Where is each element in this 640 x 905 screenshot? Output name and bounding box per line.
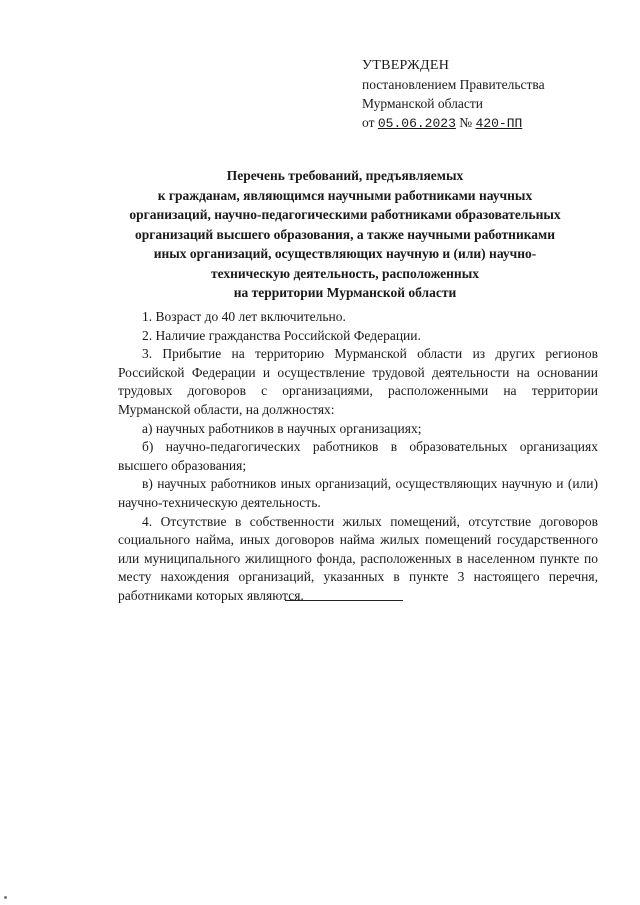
requirement-3c: в) научных работников иных организаций, осуществляющих научную и (или) научно-техническую деятельность. bbox=[118, 476, 598, 510]
requirement-3b: б) научно-педагогических работников в образовательных организациях высшего образования; bbox=[118, 439, 598, 473]
approval-date: 05.06.2023 bbox=[377, 116, 456, 131]
title-line: иных организаций, осуществляющих научную и (или) научно- bbox=[153, 246, 537, 261]
end-divider bbox=[285, 600, 403, 601]
title-line: на территории Мурманской области bbox=[233, 285, 457, 300]
approval-stamp bbox=[362, 56, 622, 133]
requirement-3: 3. Прибытие на территорию Мурманской области из других регионов Российской Федерации и осуществление трудовой деятельности на основании трудовых договоров с организациями, расположенными на территории Мурманской области, на должностях: bbox=[118, 346, 598, 417]
approval-date-line bbox=[362, 113, 622, 133]
title-line: техническую деятельность, расположенных bbox=[211, 265, 479, 281]
approval-line-2: Мурманской области bbox=[362, 96, 483, 111]
requirement-4: 4. Отсутствие в собственности жилых помещений, отсутствие договоров социального найма, иных договоров найма жилых помещений государственного или муниципального жилищного фонда, расположенных в населенном пункте по месту нахождения организаций, указанных в пункте 3 настоящего перечня, работниками которых являются. bbox=[118, 513, 598, 603]
approval-heading: УТВЕРЖДЕН bbox=[362, 58, 450, 73]
title-line: к гражданам, являющимся научными работниками научных bbox=[157, 187, 533, 203]
approval-line-1: постановлением Правительства bbox=[362, 77, 545, 92]
approval-date-prefix: от bbox=[362, 115, 378, 130]
approval-number-prefix: № bbox=[455, 115, 476, 130]
title-line: организаций, научно-педагогическими работниками образовательных bbox=[129, 207, 561, 222]
document-title bbox=[92, 166, 598, 303]
requirement-3a: а) научных работников в научных организациях; bbox=[142, 420, 422, 436]
approval-number: 420-ПП bbox=[475, 116, 523, 131]
requirement-1: 1. Возраст до 40 лет включительно. bbox=[142, 309, 346, 324]
title-line: организаций высшего образования, а также научными работниками bbox=[134, 226, 556, 242]
scan-mark bbox=[4, 896, 7, 899]
title-line: Перечень требований, предъявляемых bbox=[226, 168, 464, 183]
requirement-2: 2. Наличие гражданства Российской Федерации. bbox=[142, 327, 421, 343]
document-body bbox=[118, 308, 598, 606]
